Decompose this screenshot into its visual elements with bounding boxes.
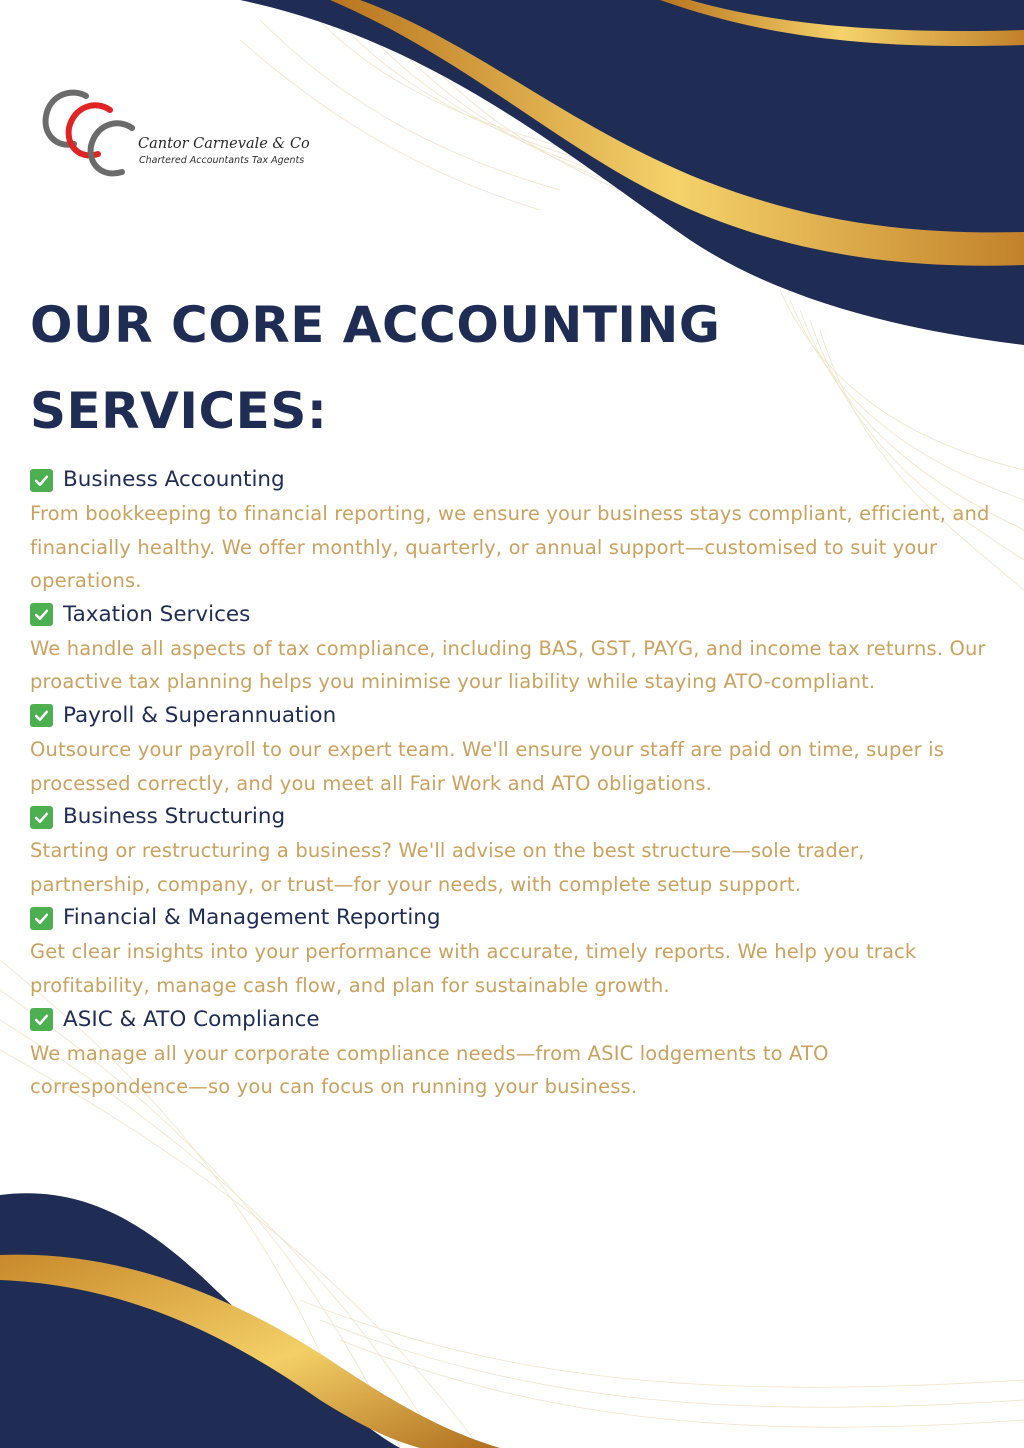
check-mark-icon [30,704,53,727]
page-title: OUR CORE ACCOUNTING SERVICES: [30,296,721,440]
check-mark-icon [30,469,53,492]
service-title: Payroll & Superannuation [63,702,337,728]
service-title: Business Structuring [63,804,286,830]
service-title: Taxation Services [63,601,251,627]
service-description: Get clear insights into your performance with accurate, timely reports. We help you track profitability, manage cash flow, and plan for sustainable growth. [30,940,917,997]
service-description: Outsource your payroll to our expert team. We'll ensure your staff are paid on time, super is processed correctly, and you meet all Fair Work and ATO obligations. [30,737,945,795]
company-logo [42,86,332,182]
check-mark-icon [30,806,53,829]
check-mark-icon [30,907,53,930]
service-item [30,598,990,699]
service-heading [30,901,990,935]
service-description: Starting or restructuring a business? We'll advise on the best structure—sole trader, partnership, company, or trust—for your needs, with complete setup support. [30,839,865,896]
check-mark-icon [30,1008,53,1031]
service-description: From bookkeeping to financial reporting, we ensure your business stays compliant, efficient, and financially healthy. We offer monthly, quarterly, or annual support—customised to suit your operations. [30,502,990,593]
logo-company-name: Cantor Carnevale & Co [138,136,310,152]
check-mark-icon [30,603,53,626]
logo-tagline: Chartered Accountants Tax Agents [139,155,305,166]
services-list [30,463,990,1104]
ccc-logo-icon [42,86,142,182]
service-item [30,699,990,800]
service-heading [30,800,990,834]
service-item [30,463,990,598]
service-heading [30,699,990,733]
service-item [30,800,990,901]
service-title: ASIC & ATO Compliance [63,1006,320,1032]
service-title: Business Accounting [63,467,285,492]
service-heading [30,1003,990,1037]
service-heading [30,463,990,497]
service-item [30,1003,990,1104]
service-title: Financial & Management Reporting [63,905,441,931]
service-description: We manage all your corporate compliance needs—from ASIC lodgements to ATO correspondence—so you can focus on running your business. [30,1041,829,1099]
service-description: We handle all aspects of tax compliance, including BAS, GST, PAYG, and income tax returns. Our proactive tax planning helps you minimise your liability while staying ATO-compliant. [30,636,986,694]
service-heading [30,598,990,632]
service-item [30,901,990,1002]
